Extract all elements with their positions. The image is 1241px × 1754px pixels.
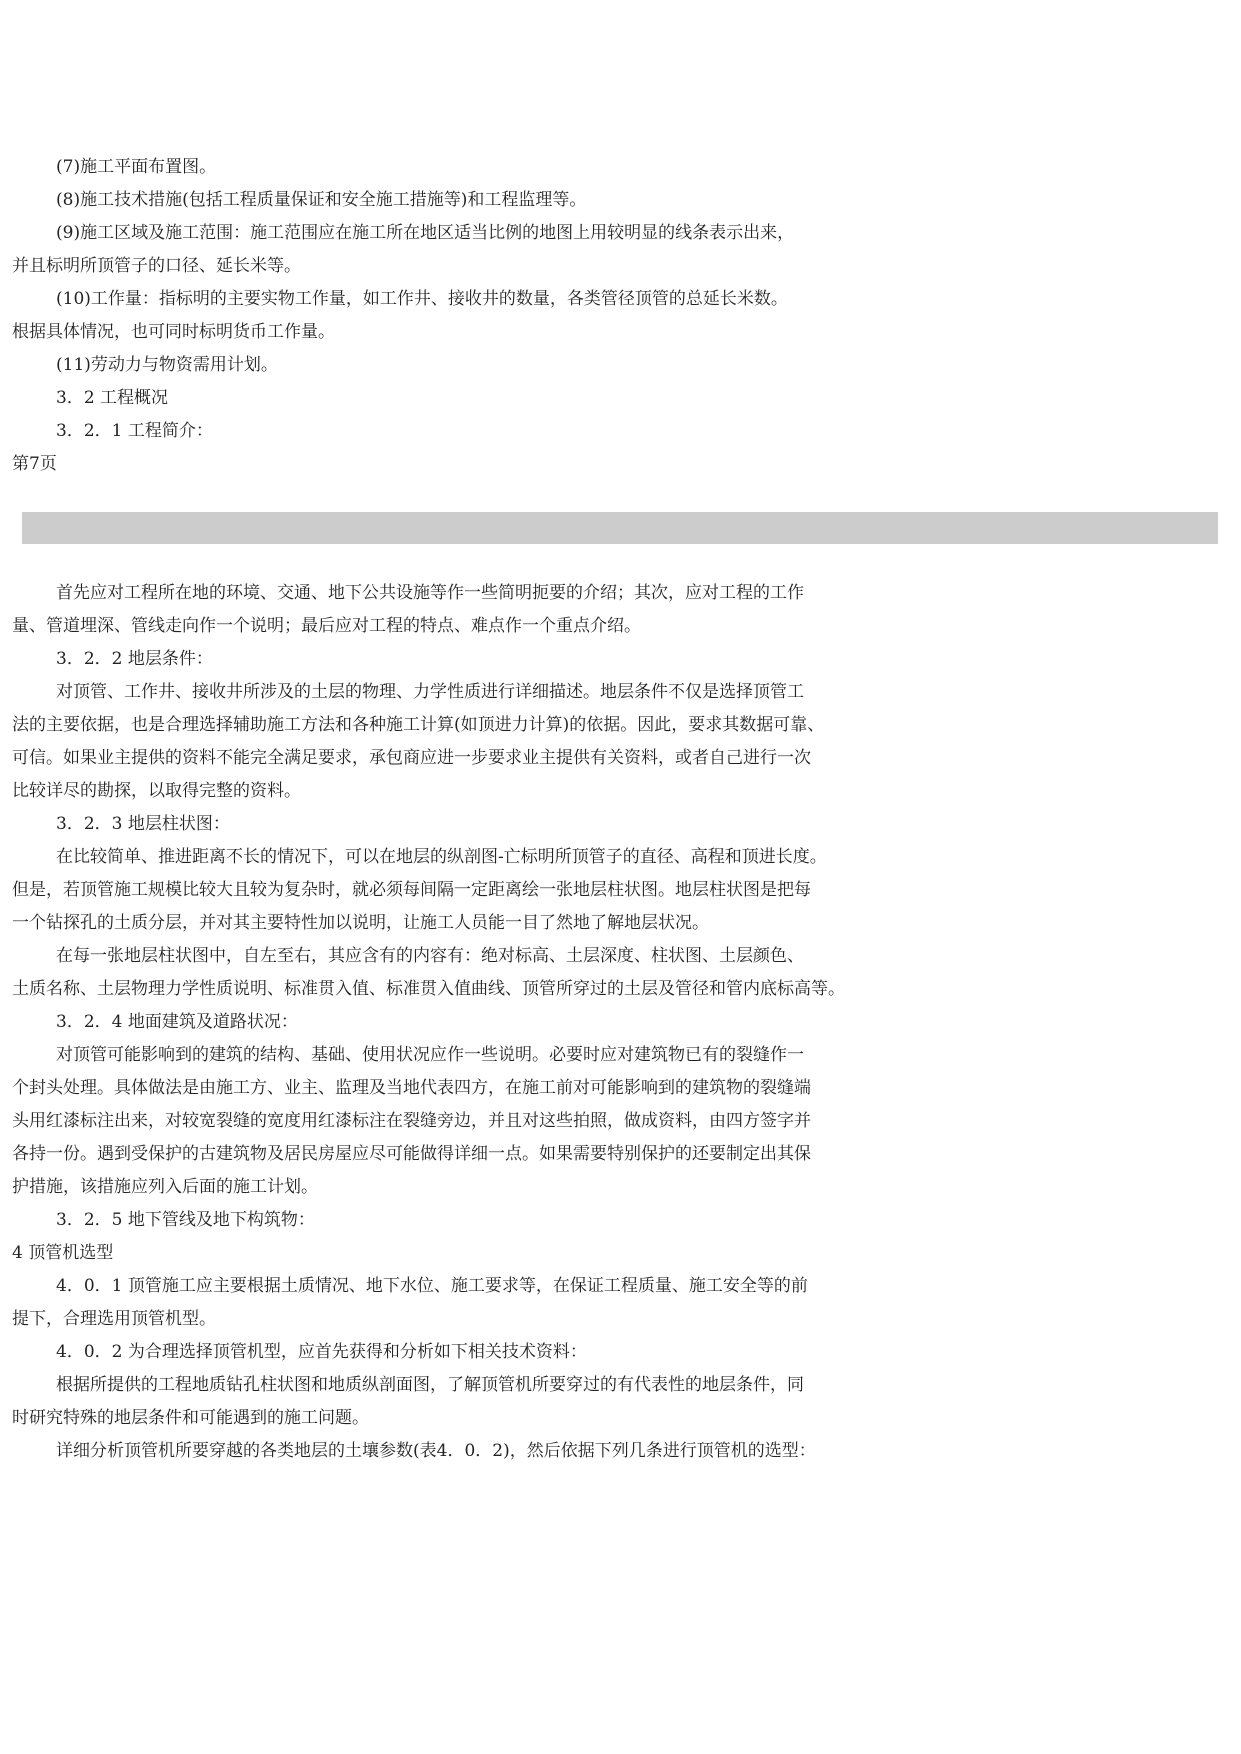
page-number: 第7页 xyxy=(12,454,57,474)
text-line: 比较详尽的勘探，以取得完整的资料。 xyxy=(12,781,301,801)
text-line: 个封头处理。具体做法是由施工方、业主、监理及当地代表四方，在施工前对可能影响到的建筑物的裂缝端 xyxy=(12,1078,811,1098)
text-line: (10)工作量：指标明的主要实物工作量，如工作井、接收井的数量，各类管径顶管的总延长米数。 xyxy=(56,289,788,309)
section-heading: 3．2．5 地下管线及地下构筑物： xyxy=(56,1210,315,1230)
text-line: (8)施工技术措施(包括工程质量保证和安全施工措施等)和工程监理等。 xyxy=(56,190,587,210)
text-line: 详细分析顶管机所要穿越的各类地层的土壤参数(表4．0．2)，然后依据下列几条进行顶管机的选型： xyxy=(56,1441,816,1461)
text-line: 并且标明所顶管子的口径、延长米等。 xyxy=(12,256,301,276)
text-line: 在比较简单、推进距离不长的情况下，可以在地层的纵剖图-亡标明所顶管子的直径、高程和顶进长度。 xyxy=(56,847,827,867)
text-line: 4．0．2 为合理选择顶管机型，应首先获得和分析如下相关技术资料： xyxy=(56,1342,587,1362)
text-line: 量、管道埋深、管线走向作一个说明；最后应对工程的特点、难点作一个重点介绍。 xyxy=(12,616,641,636)
section-heading: 3．2．1 工程简介： xyxy=(56,421,213,441)
section-heading: 3．2．3 地层柱状图： xyxy=(56,814,230,834)
text-line: 土质名称、土层物理力学性质说明、标准贯入值、标准贯入值曲线、顶管所穿过的土层及管径和管内底标高等。 xyxy=(12,979,845,999)
text-line: 对顶管可能影响到的建筑的结构、基础、使用状况应作一些说明。必要时应对建筑物已有的裂缝作一 xyxy=(56,1045,804,1065)
page-separator xyxy=(22,512,1218,544)
section-heading: 3．2 工程概况 xyxy=(56,388,169,408)
text-line: (9)施工区域及施工范围：施工范围应在施工所在地区适当比例的地图上用较明显的线条表示出来， xyxy=(56,223,795,243)
section-heading: 3．2．4 地面建筑及道路状况： xyxy=(56,1012,298,1032)
text-line: 一个钻探孔的土质分层，并对其主要特性加以说明，让施工人员能一目了然地了解地层状况。 xyxy=(12,913,709,933)
text-line: 根据所提供的工程地质钻孔柱状图和地质纵剖面图，了解顶管机所要穿过的有代表性的地层条件，同 xyxy=(56,1375,804,1395)
text-line: 可信。如果业主提供的资料不能完全满足要求，承包商应进一步要求业主提供有关资料，或者自己进行一次 xyxy=(12,748,811,768)
text-line: 法的主要依据，也是合理选择辅助施工方法和各种施工计算(如顶进力计算)的依据。因此，要求其数据可靠、 xyxy=(12,715,825,735)
text-line: 但是，若顶管施工规模比较大且较为复杂时，就必须每间隔一定距离绘一张地层柱状图。地层柱状图是把每 xyxy=(12,880,811,900)
text-line: 提下，合理选用顶管机型。 xyxy=(12,1309,216,1329)
text-line: 对顶管、工作井、接收井所涉及的土层的物理、力学性质进行详细描述。地层条件不仅是选择顶管工 xyxy=(56,682,804,702)
text-line: (11)劳动力与物资需用计划。 xyxy=(56,355,278,375)
text-line: 头用红漆标注出来，对较宽裂缝的宽度用红漆标注在裂缝旁边，并且对这些拍照，做成资料，由四方签字并 xyxy=(12,1111,811,1131)
chapter-heading: 4 顶管机选型 xyxy=(12,1243,114,1263)
text-line: 4．0．1 顶管施工应主要根据土质情况、地下水位、施工要求等，在保证工程质量、施工安全等的前 xyxy=(56,1276,808,1296)
text-line: 根据具体情况，也可同时标明货币工作量。 xyxy=(12,322,335,342)
section-heading: 3．2．2 地层条件： xyxy=(56,649,213,669)
text-line: 首先应对工程所在地的环境、交通、地下公共设施等作一些简明扼要的介绍；其次，应对工程的工作 xyxy=(56,583,804,603)
text-line: 时研究特殊的地层条件和可能遇到的施工问题。 xyxy=(12,1408,369,1428)
text-line: 护措施，该措施应列入后面的施工计划。 xyxy=(12,1177,318,1197)
text-line: 在每一张地层柱状图中，自左至右，其应含有的内容有：绝对标高、土层深度、柱状图、土层颜色、 xyxy=(56,946,804,966)
text-line: 各持一份。遇到受保护的古建筑物及居民房屋应尽可能做得详细一点。如果需要特别保护的还要制定出其保 xyxy=(12,1144,811,1164)
text-line: (7)施工平面布置图。 xyxy=(56,157,217,177)
